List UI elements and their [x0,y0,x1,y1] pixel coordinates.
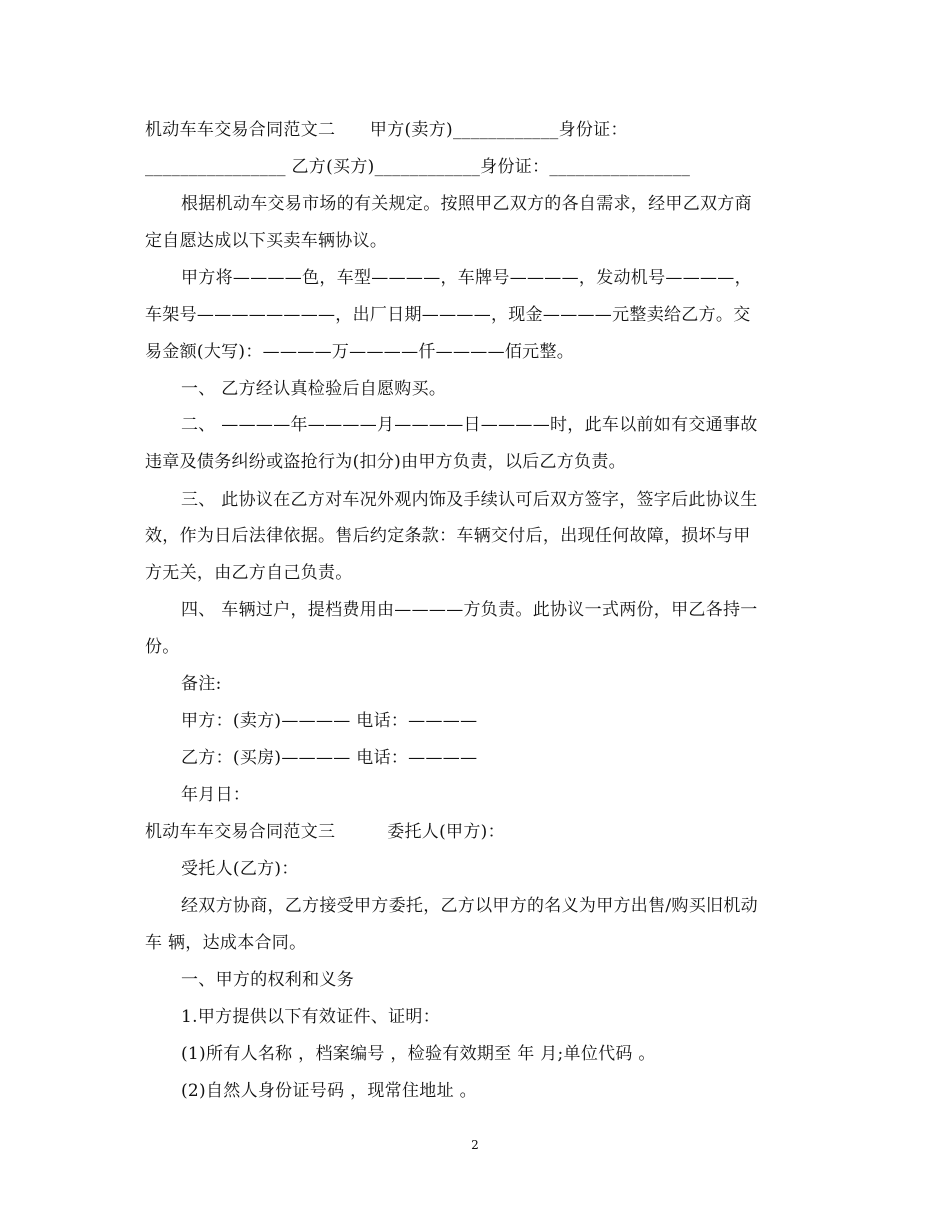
page-number: 2 [471,1138,479,1152]
text-line: (2)自然人身份证号码 ，现常住地址 。 [181,1081,477,1101]
text-line: 定自愿达成以下买卖车辆协议。 [145,231,388,251]
text-line: 违章及债务纠纷或盗抢行为(扣分)由甲方负责，以后乙方负责。 [145,452,626,472]
text-line: 年月日： [181,785,251,805]
text-line: 份。 [145,637,180,657]
text-line: 甲方将————色，车型————，车牌号————，发动机号————， [181,268,752,288]
text-line: 车 辆，达成本合同。 [145,933,307,953]
text-line: 二、 ————年————月————日————时，此车以前如有交通事故 [181,415,758,435]
text-line: 乙方：(买房)———— 电话：———— [181,748,478,768]
text-line: 四、 车辆过户，提档费用由————方负责。此协议一式两份，甲乙各持一 [181,600,758,620]
text-line: 一、甲方的权利和义务 [181,970,354,990]
text-line: 机动车车交易合同范文二 甲方(卖方)____________身份证： [145,120,628,140]
text-line: 方无关，由乙方自己负责。 [145,563,353,583]
text-line: 经双方协商，乙方接受甲方委托，乙方以甲方的名义为甲方出售/购买旧机动 [181,896,758,916]
text-line: (1)所有人名称 ，档案编号 ，检验有效期至 年 月;单位代码 。 [181,1044,656,1064]
text-line: 车架号————————，出厂日期————，现金————元整卖给乙方。交 [145,305,751,325]
text-line: 效，作为日后法律依据。售后约定条款：车辆交付后，出现任何故障，损坏与甲 [145,526,751,546]
text-line: 一、 乙方经认真检验后自愿购买。 [181,379,447,399]
text-line: 受托人(乙方)： [181,859,299,879]
text-line: 根据机动车交易市场的有关规定。按照甲乙双方的各自需求，经甲乙双方商 [181,194,752,214]
text-line: ________________ 乙方(买方)____________身份证：________________ [145,157,691,177]
text-line: 1.甲方提供以下有效证件、证明： [181,1007,441,1027]
text-line: 易金额(大写)：————万————仟————佰元整。 [145,342,575,362]
text-line: 备注: [181,674,222,694]
text-line: 甲方：(卖方)———— 电话：———— [181,711,478,731]
text-line: 机动车车交易合同范文三 委托人(甲方)： [145,822,505,842]
text-line: 三、 此协议在乙方对车况外观内饰及手续认可后双方签字，签字后此协议生 [181,490,758,510]
